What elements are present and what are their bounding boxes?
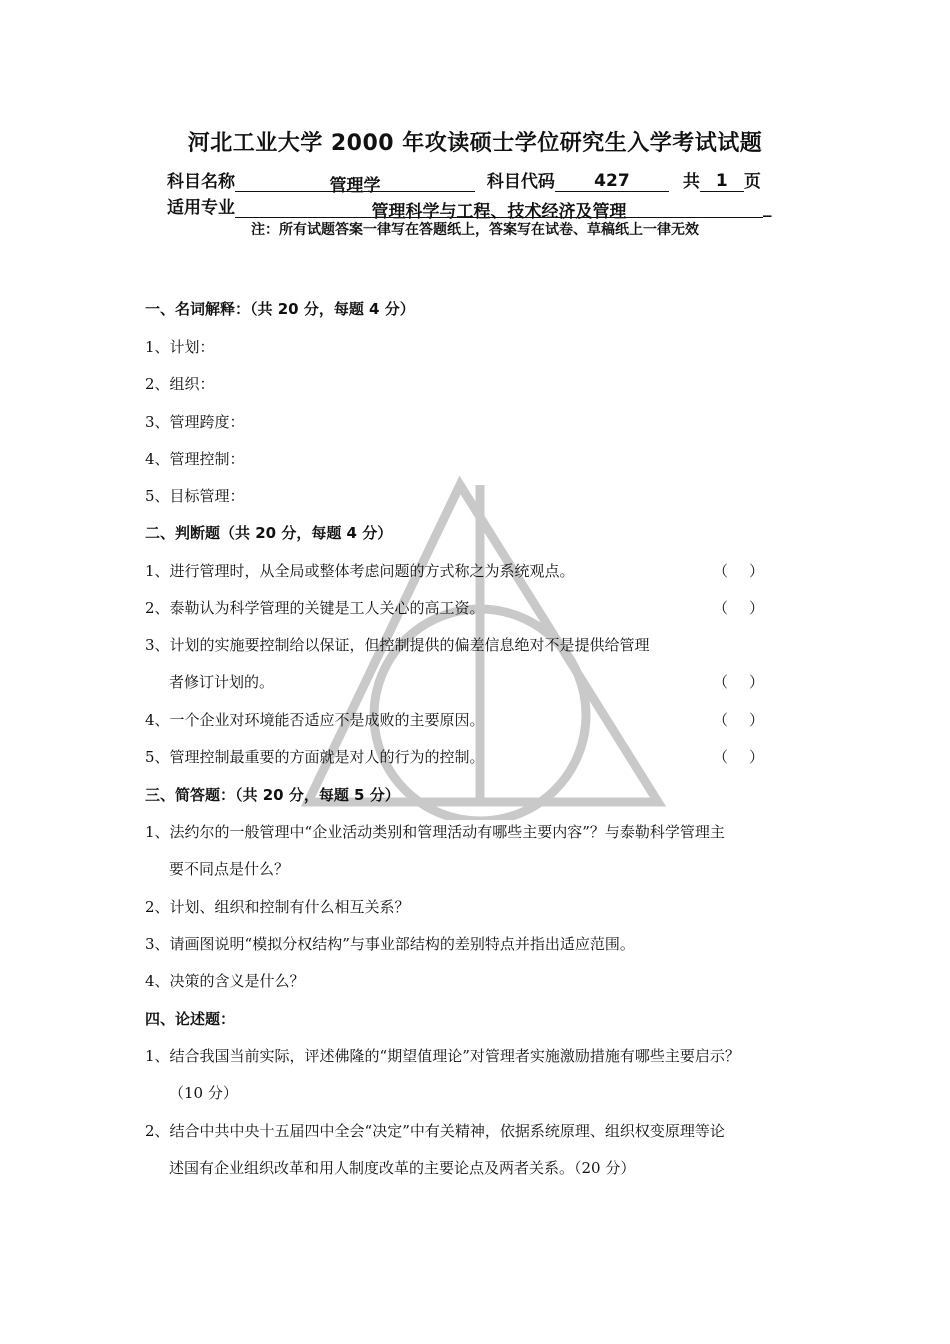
list-item: 1、法约尔的一般管理中“企业活动类别和管理活动有哪些主要内容”？与泰勒科学管理主: [145, 823, 725, 841]
exam-note: 注：所有试题答案一律写在答题纸上，答案写在试卷、草稿纸上一律无效: [251, 222, 699, 238]
list-item-continuation: （10 分）: [169, 1084, 238, 1102]
list-item: 3、计划的实施要控制给以保证，但控制提供的偏差信息绝对不是提供给管理: [145, 636, 650, 654]
list-item: 3、管理跨度：: [145, 413, 245, 431]
list-item: 1、进行管理时，从全局或整体考虑问题的方式称之为系统观点。: [145, 562, 575, 580]
list-item: 2、结合中共中央十五届四中全会“决定”中有关精神，依据系统原理、组织权变原理等论: [145, 1122, 725, 1140]
list-item: 4、决策的含义是什么？: [145, 972, 305, 990]
answer-parens: （ ）: [713, 562, 765, 580]
code-label: 科目代码: [486, 172, 555, 192]
list-item: 2、泰勒认为科学管理的关键是工人关心的高工资。: [145, 599, 485, 617]
total-label: 共: [682, 172, 700, 192]
page-unit: 页: [743, 172, 761, 192]
major-label: 适用专业: [167, 198, 235, 218]
major-value: 管理科学与工程、技术经济及管理: [235, 197, 763, 218]
list-item-continuation: 者修订计划的。: [169, 673, 275, 691]
list-item: 5、管理控制最重要的方面就是对人的行为的控制。: [145, 748, 485, 766]
list-item-continuation: 要不同点是什么？: [169, 860, 290, 878]
list-item: 5、目标管理：: [145, 487, 245, 505]
total-value: 1: [700, 171, 744, 192]
subject-line: [167, 167, 761, 196]
answer-parens: （ ）: [713, 711, 765, 729]
list-item: 2、计划、组织和控制有什么相互关系？: [145, 898, 410, 916]
list-item: 3、请画图说明“模拟分权结构”与事业部结构的差别特点并指出适应范围。: [145, 935, 635, 953]
answer-parens: （ ）: [713, 673, 765, 691]
list-item: 4、管理控制：: [145, 450, 245, 468]
trailing-mark: _: [763, 198, 772, 218]
list-item: 1、结合我国当前实际，评述佛隆的“期望值理论”对管理者实施激励措施有哪些主要启示？: [145, 1047, 740, 1065]
section-title: 一、名词解释：（共 20 分，每题 4 分）: [145, 300, 415, 318]
code-value: 427: [555, 171, 669, 192]
answer-parens: （ ）: [713, 599, 765, 617]
exam-title: 河北工业大学 2000 年攻读硕士学位研究生入学考试试题: [187, 131, 763, 156]
list-item-continuation: 述国有企业组织改革和用人制度改革的主要论点及两者关系。（20 分）: [169, 1159, 636, 1177]
section-title: 三、简答题：（共 20 分，每题 5 分）: [145, 786, 400, 804]
list-item: 1、计划：: [145, 338, 215, 356]
section-title: 四、论述题：: [145, 1010, 236, 1028]
subject-value: 管理学: [235, 171, 475, 192]
major-line: [167, 193, 772, 222]
list-item: 4、一个企业对环境能否适应不是成败的主要原因。: [145, 711, 485, 729]
answer-parens: （ ）: [713, 748, 765, 766]
section-title: 二、判断题（共 20 分，每题 4 分）: [145, 524, 393, 542]
list-item: 2、组织：: [145, 375, 215, 393]
subject-label: 科目名称: [167, 172, 235, 192]
